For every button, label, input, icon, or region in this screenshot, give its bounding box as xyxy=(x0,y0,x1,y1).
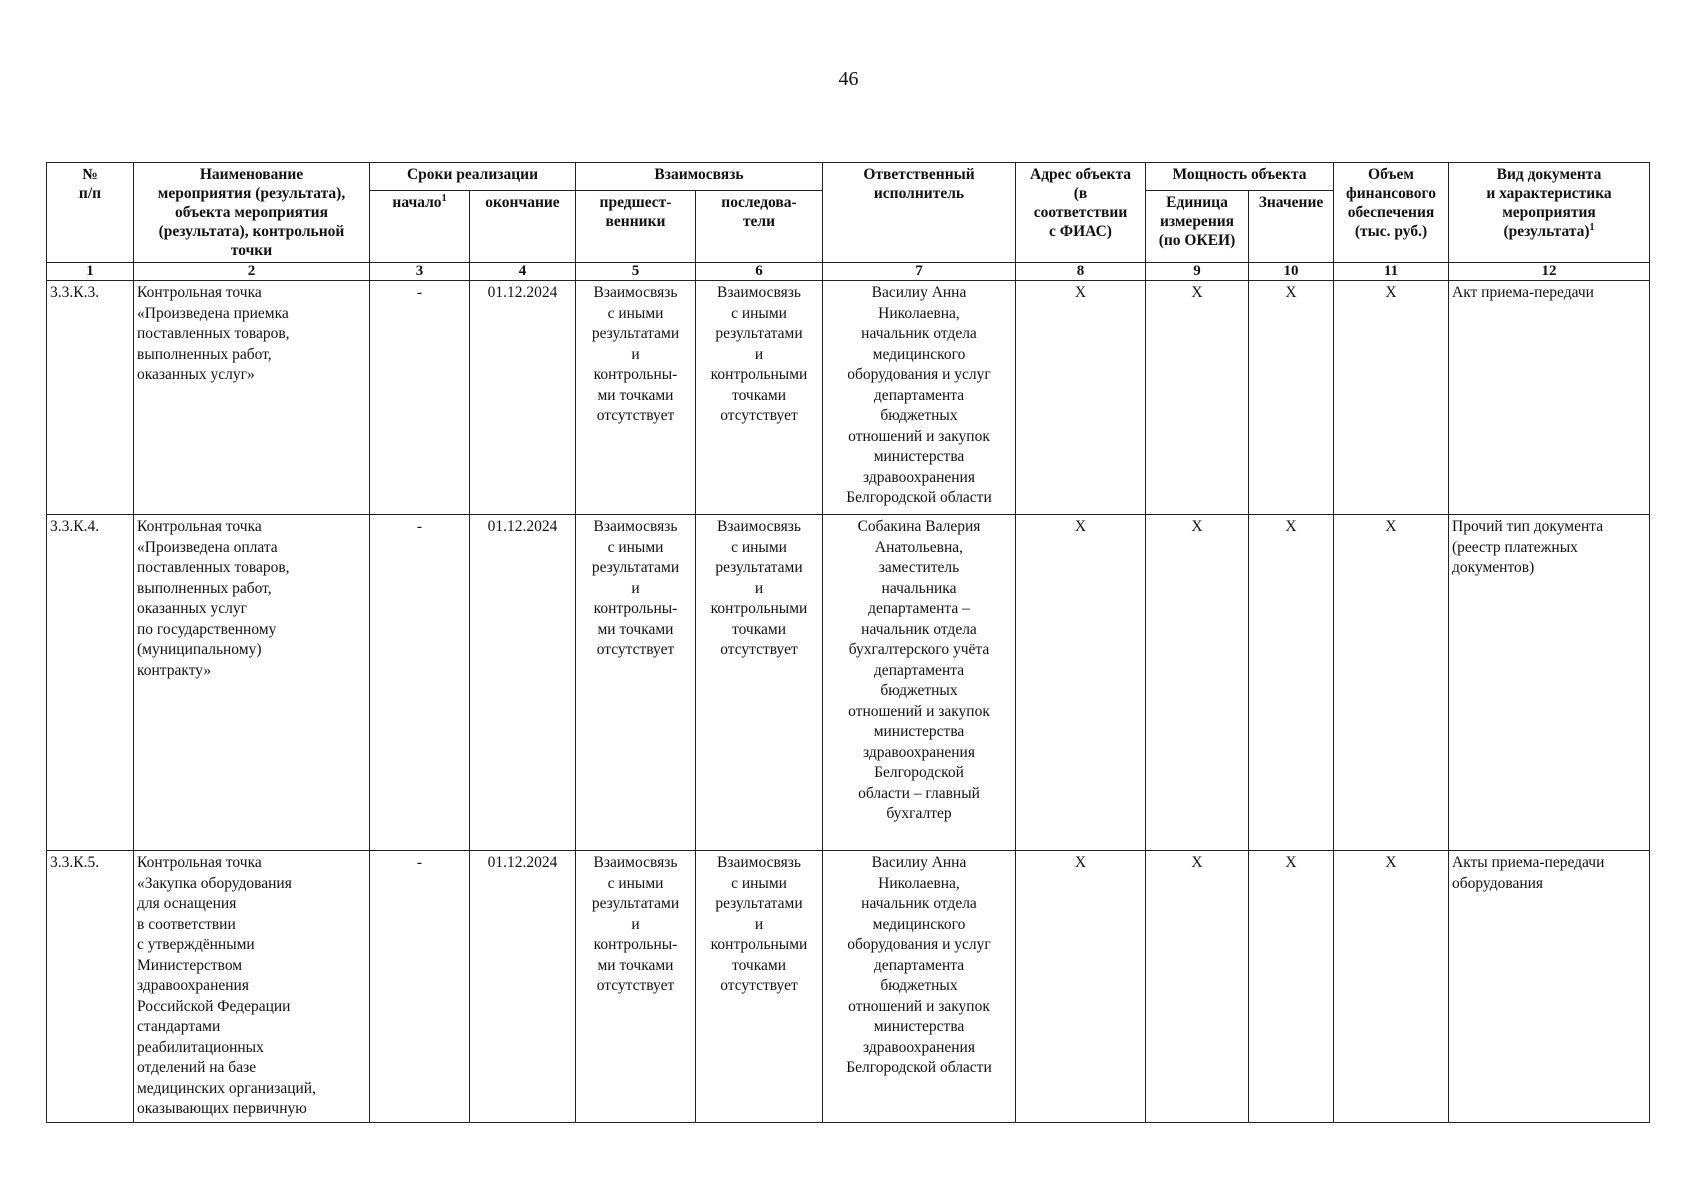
row-document: Прочий тип документа (реестр платежных документов) xyxy=(1449,515,1650,851)
header-address: Адрес объекта (в соответствии с ФИАС) xyxy=(1016,163,1146,263)
row-num: 3.3.К.4. xyxy=(47,515,134,851)
row-name: Контрольная точка «Закупка оборудования для оснащения в соответствии с утверждёнными Министерством здравоохранения Российской Федерации стандартами реабилитационных отделений на базе медицинских организаций, оказывающих первичную xyxy=(134,851,370,1123)
row-num: 3.3.К.5. xyxy=(47,851,134,1123)
column-numbers-row xyxy=(47,263,1650,281)
col-number: 9 xyxy=(1146,263,1249,281)
col-number: 1 xyxy=(47,263,134,281)
header-start xyxy=(370,190,470,262)
row-responsible: Собакина Валерия Анатольевна, заместитель начальника департамента – начальник отдела бухгалтерского учёта департамента бюджетных отношений и закупок министерства здравоохранения Белгородской области – главный бухгалтер xyxy=(823,515,1016,851)
col-number: 10 xyxy=(1249,263,1334,281)
row-predecessors: Взаимосвязь с иными результатами и контрольны- ми точками отсутствует xyxy=(576,281,696,515)
header-start-footnote: 1 xyxy=(441,192,447,204)
header-responsible: Ответственный исполнитель xyxy=(823,163,1016,263)
row-unit: Х xyxy=(1146,515,1249,851)
row-value: Х xyxy=(1249,515,1334,851)
col-number: 5 xyxy=(576,263,696,281)
header-end: окончание xyxy=(470,190,576,262)
row-num: 3.3.К.3. xyxy=(47,281,134,515)
header-name: Наименование мероприятия (результата), объекта мероприятия (результата), контрольной точки xyxy=(134,163,370,263)
header-relation: Взаимосвязь xyxy=(576,163,823,191)
col-number: 6 xyxy=(696,263,823,281)
table-row xyxy=(47,851,1650,1123)
row-successors: Взаимосвязь с иными результатами и контрольными точками отсутствует xyxy=(696,851,823,1123)
row-address: Х xyxy=(1016,851,1146,1123)
table-row xyxy=(47,515,1650,851)
control-points-table xyxy=(46,162,1650,1123)
row-successors: Взаимосвязь с иными результатами и контрольными точками отсутствует xyxy=(696,281,823,515)
row-unit: Х xyxy=(1146,281,1249,515)
row-finance: Х xyxy=(1334,851,1449,1123)
row-document: Акты приема-передачи оборудования xyxy=(1449,851,1650,1123)
row-value: Х xyxy=(1249,851,1334,1123)
col-number: 11 xyxy=(1334,263,1449,281)
header-predecessors: предшест- венники xyxy=(576,190,696,262)
row-finance: Х xyxy=(1334,515,1449,851)
header-terms: Сроки реализации xyxy=(370,163,576,191)
col-number: 7 xyxy=(823,263,1016,281)
header-document-text: Вид документа и характеристика мероприятия (результата) xyxy=(1486,166,1612,240)
col-number: 3 xyxy=(370,263,470,281)
header-document-footnote: 1 xyxy=(1589,221,1595,233)
row-value: Х xyxy=(1249,281,1334,515)
header-row-1 xyxy=(47,163,1650,191)
row-start: - xyxy=(370,515,470,851)
page-number: 46 xyxy=(838,68,859,90)
row-finance: Х xyxy=(1334,281,1449,515)
header-num: № п/п xyxy=(47,163,134,263)
header-successors: последова- тели xyxy=(696,190,823,262)
row-address: Х xyxy=(1016,281,1146,515)
row-end: 01.12.2024 xyxy=(470,515,576,851)
header-unit: Единица измерения (по ОКЕИ) xyxy=(1146,190,1249,262)
header-start-text: начало xyxy=(392,193,442,211)
header-document xyxy=(1449,163,1650,263)
col-number: 2 xyxy=(134,263,370,281)
row-unit: Х xyxy=(1146,851,1249,1123)
row-name: Контрольная точка «Произведена приемка поставленных товаров, выполненных работ, оказанных услуг» xyxy=(134,281,370,515)
col-number: 8 xyxy=(1016,263,1146,281)
row-address: Х xyxy=(1016,515,1146,851)
row-successors: Взаимосвязь с иными результатами и контрольными точками отсутствует xyxy=(696,515,823,851)
row-predecessors: Взаимосвязь с иными результатами и контрольны- ми точками отсутствует xyxy=(576,515,696,851)
table-row xyxy=(47,281,1650,515)
col-number: 12 xyxy=(1449,263,1650,281)
row-start: - xyxy=(370,851,470,1123)
header-power: Мощность объекта xyxy=(1146,163,1334,191)
header-value: Значение xyxy=(1249,190,1334,262)
row-name: Контрольная точка «Произведена оплата поставленных товаров, выполненных работ, оказанных услуг по государственному (муниципальному) контракту» xyxy=(134,515,370,851)
row-responsible: Василиу Анна Николаевна, начальник отдела медицинского оборудования и услуг департамента бюджетных отношений и закупок министерства здравоохранения Белгородской области xyxy=(823,851,1016,1123)
col-number: 4 xyxy=(470,263,576,281)
row-predecessors: Взаимосвязь с иными результатами и контрольны- ми точками отсутствует xyxy=(576,851,696,1123)
header-finance: Объем финансового обеспечения (тыс. руб.) xyxy=(1334,163,1449,263)
row-end: 01.12.2024 xyxy=(470,851,576,1123)
row-start: - xyxy=(370,281,470,515)
row-end: 01.12.2024 xyxy=(470,281,576,515)
row-document: Акт приема-передачи xyxy=(1449,281,1650,515)
row-responsible: Василиу Анна Николаевна, начальник отдела медицинского оборудования и услуг департамента бюджетных отношений и закупок министерства здравоохранения Белгородской области xyxy=(823,281,1016,515)
